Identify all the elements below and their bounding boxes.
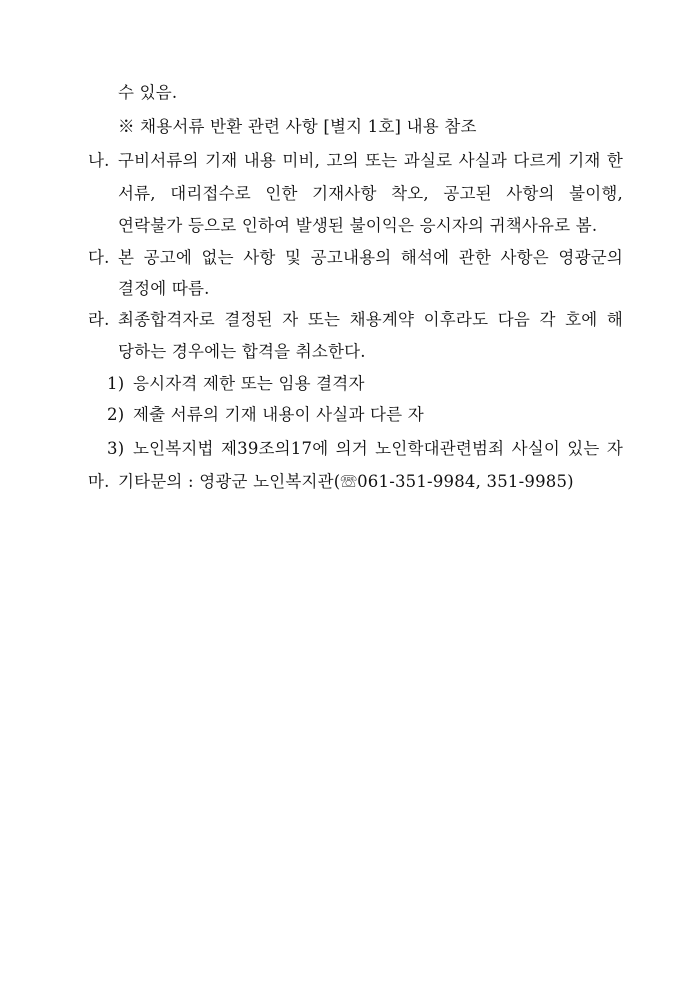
item-text: 본 공고에 없는 사항 및 공고내용의 해석에 관한 사항은 영광군의 [118, 248, 623, 267]
continuation-text: 수 있음. [118, 83, 178, 102]
subitem-marker: 2) [107, 405, 125, 424]
item-text: 구비서류의 기재 내용 미비, 고의 또는 과실로 사실과 다르게 기재 한 [118, 151, 623, 170]
item-text: 서류, 대리접수로 인한 기재사항 착오, 공고된 사항의 불이행, [118, 184, 623, 203]
item-text: 결정에 따름. [118, 279, 210, 298]
item-marker: 나. [88, 151, 110, 170]
item-marker: 다. [88, 248, 110, 267]
subitem-text: 응시자격 제한 또는 임용 결격자 [133, 374, 365, 393]
subitem-text: 노인복지법 제39조의17에 의거 노인학대관련범죄 사실이 있는 자 [133, 439, 623, 458]
subitem-text: 제출 서류의 기재 내용이 사실과 다른 자 [133, 405, 424, 424]
subitem-marker: 3) [107, 439, 125, 458]
item-marker: 라. [88, 310, 110, 329]
item-text: 최종합격자로 결정된 자 또는 채용계약 이후라도 다음 각 호에 해 [118, 310, 623, 329]
item-marker: 마. [88, 472, 110, 491]
item-text: 연락불가 등으로 인하여 발생된 불이익은 응시자의 귀책사유로 봄. [118, 216, 598, 235]
item-text: 당하는 경우에는 합격을 취소한다. [118, 342, 366, 361]
contact-text: 기타문의 : 영광군 노인복지관(☏061-351-9984, 351-9985) [118, 472, 574, 491]
subitem-marker: 1) [107, 374, 125, 393]
note-text: ※ 채용서류 반환 관련 사항 [별지 1호] 내용 참조 [118, 117, 477, 136]
